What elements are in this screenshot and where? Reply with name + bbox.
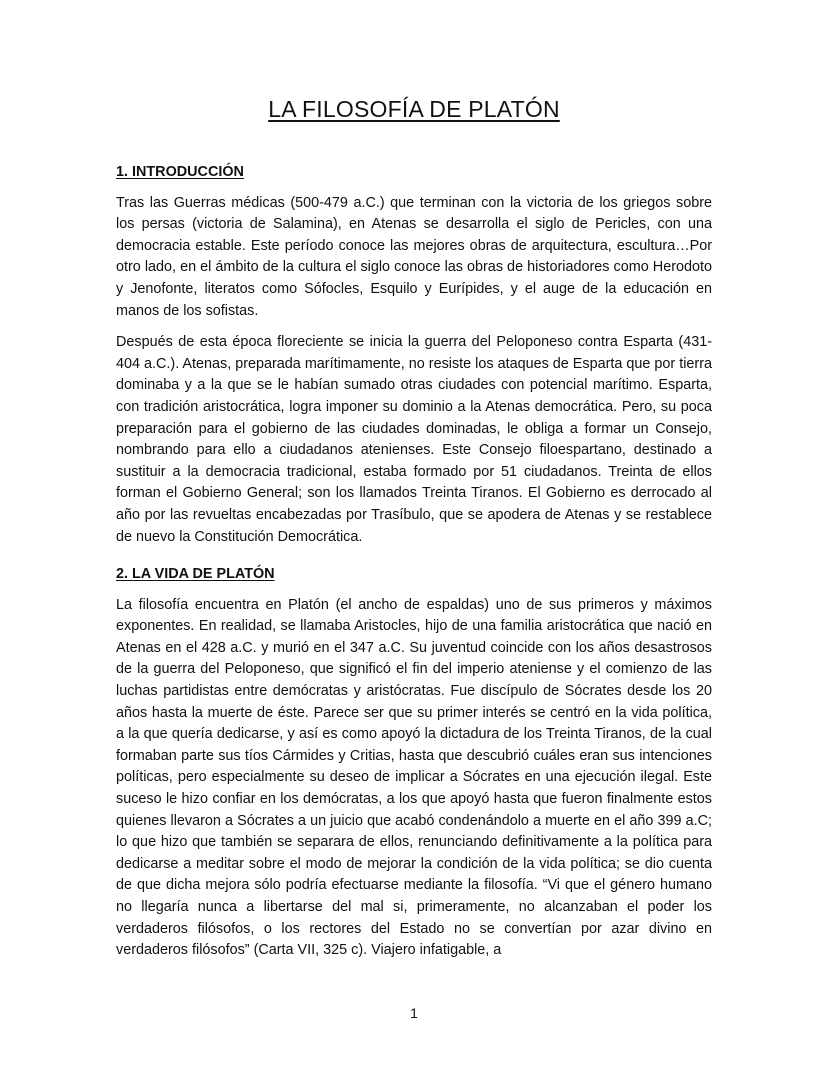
document-body — [116, 162, 712, 972]
paragraph: Tras las Guerras médicas (500-479 a.C.) que terminan con la victoria de los griegos sobre los persas (victoria de Salamina), en Atenas se desarrolla el siglo de Pericles, con una democracia estable. Este período conoce las mejores obras de arquitectura, escultura…Por otro lado, en el ámbito de la cultura el siglo conoce las obras de historiadores como Herodoto y Jenofonte, literatos como Sófocles, Esquilo y Eurípides, y el auge de la educación en manos de los sofistas. — [116, 194, 712, 319]
paragraph: Después de esta época floreciente se inicia la guerra del Peloponeso contra Esparta (431-404 a.C.). Atenas, preparada marítimamente, no resiste los ataques de Esparta que por tierra dominaba y a la que se le habían sumado otras ciudades con potencial marítimo. Esparta, con tradición aristocrática, logra imponer su dominio a la Atenas democrática. Pero, su poca preparación para el gobierno de las ciudades dominadas, le obliga a formar un Consejo, nombrando para ello a ciudadanos atenienses. Este Consejo filoespartano, destinado a sustituir a la democracia tradicional, estaba formado por 51 ciudadanos. Treinta de ellos forman el Gobierno General; son los llamados Treinta Tiranos. El Gobierno es derrocado al año por las revueltas encabezadas por Trasíbulo, que se apodera de Atenas y se restablece de nuevo la Constitución Democrática. — [116, 334, 712, 545]
document-title: LA FILOSOFÍA DE PLATÓN — [268, 96, 560, 122]
page-number: 1 — [410, 1005, 418, 1021]
section-heading-introduccion: 1. INTRODUCCIÓN — [116, 164, 244, 180]
section-heading-vida-de-platon: 2. LA VIDA DE PLATÓN — [116, 566, 275, 583]
paragraph: La filosofía encuentra en Platón (el ancho de espaldas) uno de sus primeros y máximos exponentes. En realidad, se llamaba Aristocles, hijo de una familia aristocrática que nació en Atenas en el 428 a.C. y murió en el 347 a.C. Su juventud coincide con los años desastrosos de la guerra del Peloponeso, que significó el fin del imperio ateniense y el comienzo de las luchas partidistas entre demócratas y aristócratas. Fue discípulo de Sócrates desde los 20 años hasta la muerte de éste. Parece ser que su primer interés se centró en la vida política, a la que quería dedicarse, y así es como apoyó la dictadura de los Treinta Tiranos, de la cual formaban parte sus tíos Cármides y Critias, hasta que descubrió cuáles eran sus intenciones políticas, pero especialmente su deseo de implicar a Sócrates en una ejecución ilegal. Este suceso le hizo confiar en los demócratas, a los que apoyó hasta que fueron finalmente estos quienes llevaron a Sócrates a un juicio que acabó condenándolo a muerte en el año 399 a.C; lo que hizo que también se separara de ellos, renunciando definitivamente a la política para dedicarse a meditar sobre el modo de mejorar la condición de la vida política; se dio cuenta de que dicha mejora sólo podría efectuarse mediante la filosofía. “Vi que el género humano no llegaría nunca a libertarse del mal si, primeramente, no alcanzaban el poder los verdaderos filósofos, o los rectores del Estado no se convertían por azar divino en verdaderos filósofos” (Carta VII, 325 c). Viajero infatigable, a — [116, 596, 712, 959]
